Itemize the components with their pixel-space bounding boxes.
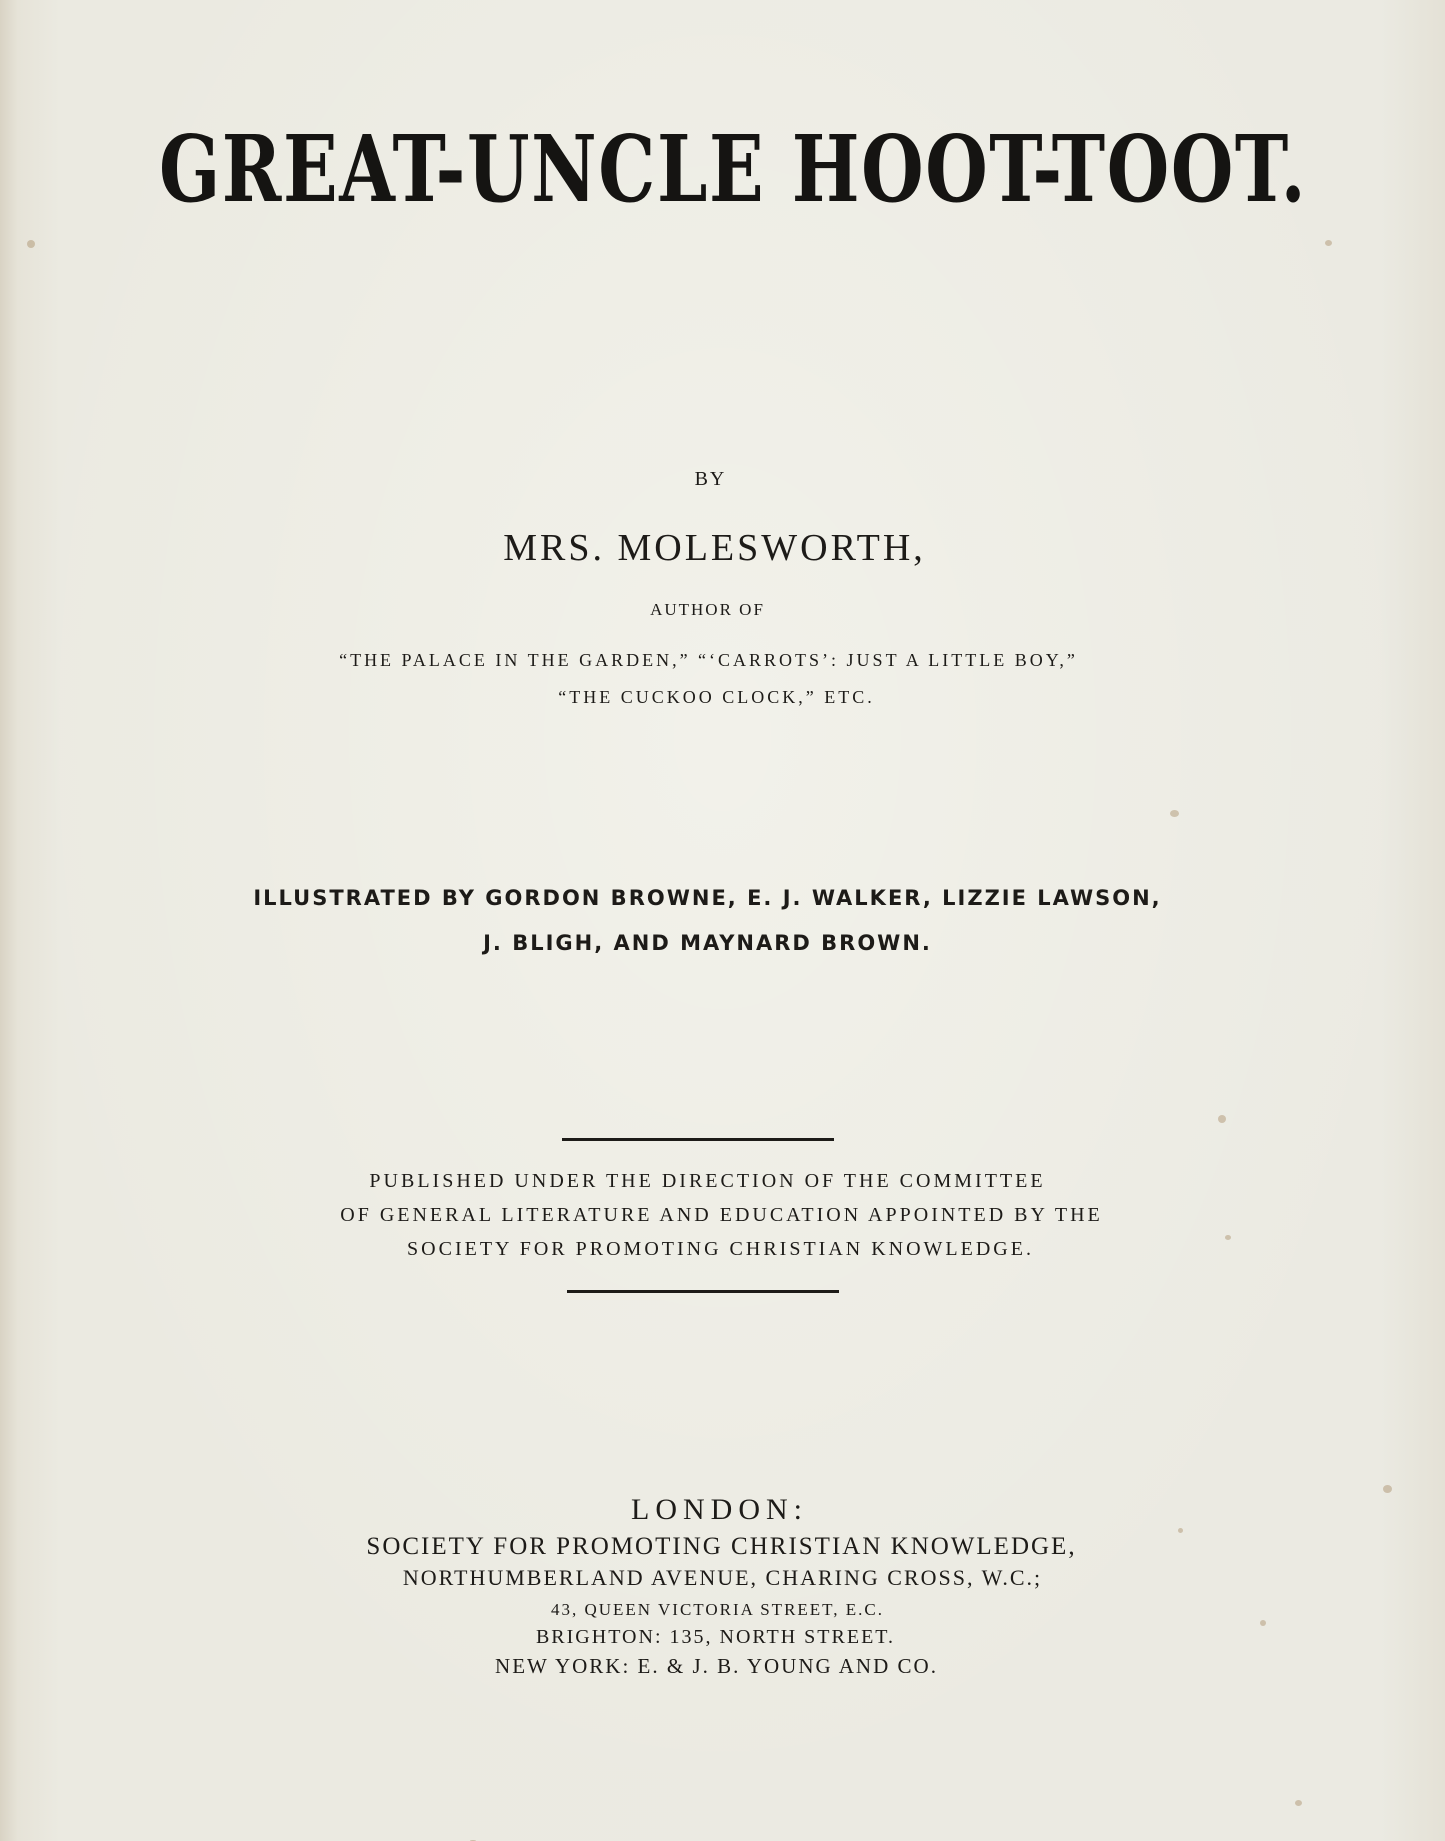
foxing-spot bbox=[1295, 1800, 1302, 1806]
imprint-address-1: NORTHUMBERLAND AVENUE, CHARING CROSS, W.C.; bbox=[402, 1565, 1043, 1590]
illustrators-line-2: J. BLIGH, AND MAYNARD BROWN. bbox=[483, 931, 932, 955]
author-name: MRS. MOLESWORTH, bbox=[503, 527, 926, 569]
divider-rule-bottom bbox=[567, 1290, 839, 1293]
foxing-spot bbox=[1325, 240, 1332, 246]
imprint-address-3: BRIGHTON: 135, NORTH STREET. bbox=[535, 1626, 896, 1648]
other-works-line-1: “THE PALACE IN THE GARDEN,” “‘CARROTS’: JUST A LITTLE BOY,” bbox=[339, 650, 1078, 670]
foxing-spot bbox=[1383, 1485, 1392, 1493]
publication-note-line-2: OF GENERAL LITERATURE AND EDUCATION APPOINTED BY THE bbox=[340, 1204, 1103, 1226]
byline-by: BY bbox=[694, 468, 727, 490]
book-title: GREAT-UNCLE HOOT-TOOT. bbox=[158, 115, 1308, 223]
imprint-publisher: SOCIETY FOR PROMOTING CHRISTIAN KNOWLEDGE, bbox=[366, 1533, 1077, 1560]
divider-rule-top bbox=[562, 1138, 834, 1141]
publication-note-line-3: SOCIETY FOR PROMOTING CHRISTIAN KNOWLEDGE. bbox=[407, 1238, 1034, 1260]
imprint-city: LONDON: bbox=[631, 1493, 808, 1526]
foxing-spot bbox=[27, 240, 35, 248]
illustrators-line-1: ILLUSTRATED BY GORDON BROWNE, E. J. WALKER, LIZZIE LAWSON, bbox=[253, 886, 1162, 910]
author-of-label: AUTHOR OF bbox=[650, 600, 765, 619]
imprint-address-4: NEW YORK: E. & J. B. YOUNG AND CO. bbox=[495, 1654, 938, 1678]
foxing-spot bbox=[1170, 810, 1179, 817]
other-works-line-2: “THE CUCKOO CLOCK,” ETC. bbox=[558, 687, 875, 707]
publication-note-line-1: PUBLISHED UNDER THE DIRECTION OF THE COMMITTEE bbox=[369, 1170, 1046, 1192]
foxing-spot bbox=[1218, 1115, 1226, 1123]
imprint-address-2: 43, QUEEN VICTORIA STREET, E.C. bbox=[550, 1600, 885, 1619]
